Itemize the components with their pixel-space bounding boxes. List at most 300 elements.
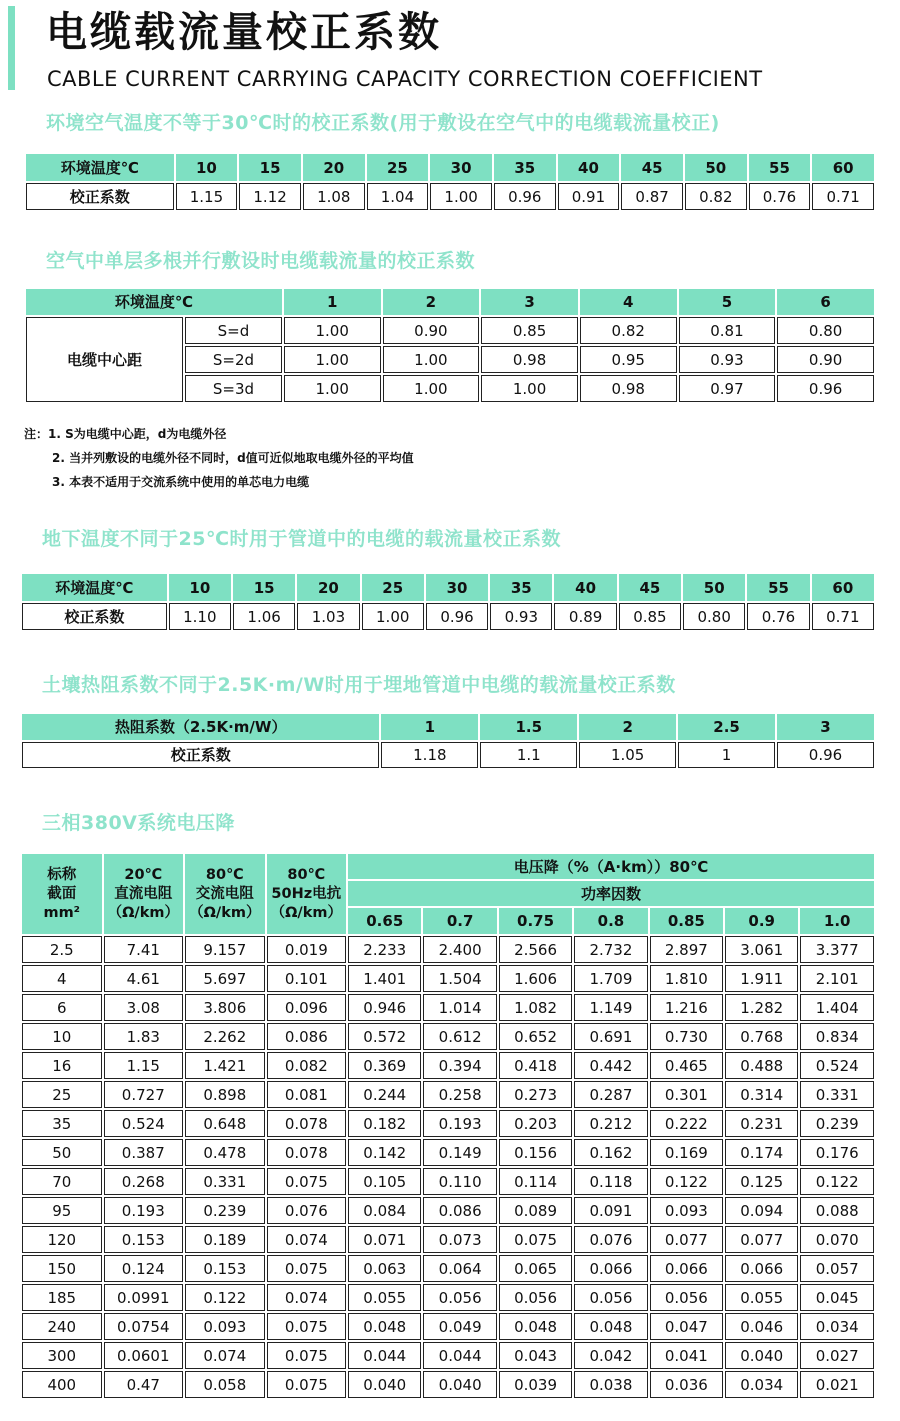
table-row <box>22 1168 874 1195</box>
value-cell: 1.00 <box>284 317 381 344</box>
value-cell: 0.268 <box>104 1168 184 1195</box>
spacing-label: S=3d <box>185 375 282 402</box>
resistivity-header-cell: 1.5 <box>480 714 577 740</box>
row-header-label: 校正系数 <box>26 183 174 210</box>
value-cell: 0.193 <box>423 1110 496 1137</box>
value-cell: 0.122 <box>800 1168 874 1195</box>
value-cell: 0.730 <box>650 1023 723 1050</box>
value-cell: 0.244 <box>348 1081 421 1108</box>
temp-header-cell: 35 <box>494 154 556 181</box>
value-cell: 0.082 <box>267 1052 347 1079</box>
note-1: 注：1. S为电缆中心距，d为电缆外径 <box>24 427 227 441</box>
value-cell: 0.169 <box>650 1139 723 1166</box>
value-cell: 0.239 <box>800 1110 874 1137</box>
value-cell: 0.98 <box>580 375 677 402</box>
value-cell: 0.314 <box>725 1081 798 1108</box>
value-cell: 0.044 <box>423 1342 496 1369</box>
table-row <box>22 742 874 768</box>
value-cell: 0.125 <box>725 1168 798 1195</box>
power-factor-cell: 0.7 <box>423 908 496 934</box>
value-cell: 1 <box>678 742 775 768</box>
voltage-drop-table <box>20 852 876 1400</box>
value-cell: 2.400 <box>423 936 496 963</box>
value-cell: 0.287 <box>574 1081 647 1108</box>
value-cell: 0.118 <box>574 1168 647 1195</box>
table-row <box>22 1226 874 1253</box>
table-row <box>22 574 874 601</box>
power-factor-cell: 1.0 <box>800 908 874 934</box>
value-cell: 0.369 <box>348 1052 421 1079</box>
value-cell: 1.03 <box>297 603 359 630</box>
table-row <box>26 289 874 315</box>
value-cell: 0.442 <box>574 1052 647 1079</box>
value-cell: 1.00 <box>383 375 480 402</box>
value-cell: 25 <box>22 1081 102 1108</box>
resistivity-header-cell: 2 <box>579 714 676 740</box>
temp-header-cell: 20 <box>297 574 359 601</box>
value-cell: 10 <box>22 1023 102 1050</box>
value-cell: 0.114 <box>499 1168 572 1195</box>
value-cell: 0.222 <box>650 1110 723 1137</box>
value-cell: 1.00 <box>284 375 381 402</box>
value-cell: 0.040 <box>348 1371 421 1398</box>
value-cell: 0.065 <box>499 1255 572 1282</box>
value-cell: 35 <box>22 1110 102 1137</box>
row-header-label: 校正系数 <box>22 742 379 768</box>
value-cell: 240 <box>22 1313 102 1340</box>
value-cell: 0.040 <box>725 1342 798 1369</box>
value-cell: 0.056 <box>499 1284 572 1311</box>
value-cell: 0.691 <box>574 1023 647 1050</box>
temp-header-cell: 10 <box>176 154 238 181</box>
value-cell: 0.90 <box>777 346 874 373</box>
value-cell: 0.040 <box>423 1371 496 1398</box>
value-cell: 0.162 <box>574 1139 647 1166</box>
resistivity-header-cell: 3 <box>777 714 874 740</box>
value-cell: 1.15 <box>176 183 238 210</box>
value-cell: 0.110 <box>423 1168 496 1195</box>
temp-header-cell: 55 <box>747 574 809 601</box>
value-cell: 2.262 <box>185 1023 265 1050</box>
value-cell: 0.76 <box>747 603 809 630</box>
value-cell: 0.239 <box>185 1197 265 1224</box>
value-cell: 95 <box>22 1197 102 1224</box>
temp-header-cell: 60 <box>812 154 874 181</box>
temp-header-cell: 30 <box>426 574 488 601</box>
value-cell: 0.081 <box>267 1081 347 1108</box>
value-cell: 0.074 <box>267 1226 347 1253</box>
temp-header-cell: 25 <box>367 154 429 181</box>
value-cell: 7.41 <box>104 936 184 963</box>
value-cell: 0.89 <box>554 603 616 630</box>
value-cell: 0.073 <box>423 1226 496 1253</box>
value-cell: 0.727 <box>104 1081 184 1108</box>
row-header-label: 环境温度℃ <box>22 574 167 601</box>
table-row <box>22 1139 874 1166</box>
value-cell: 0.273 <box>499 1081 572 1108</box>
value-cell: 1.15 <box>104 1052 184 1079</box>
value-cell: 0.089 <box>499 1197 572 1224</box>
value-cell: 1.401 <box>348 965 421 992</box>
parallel-cables-correction-table <box>24 287 876 404</box>
value-cell: 1.911 <box>725 965 798 992</box>
value-cell: 0.093 <box>185 1313 265 1340</box>
value-cell: 2.897 <box>650 936 723 963</box>
value-cell: 0.075 <box>499 1226 572 1253</box>
count-header-cell: 3 <box>481 289 578 315</box>
value-cell: 0.078 <box>267 1139 347 1166</box>
table-row <box>22 1197 874 1224</box>
value-cell: 300 <box>22 1342 102 1369</box>
resistivity-header-cell: 2.5 <box>678 714 775 740</box>
column-header: 标称 截面 mm² <box>22 854 102 934</box>
value-cell: 0.066 <box>725 1255 798 1282</box>
value-cell: 0.093 <box>650 1197 723 1224</box>
page-subtitle: CABLE CURRENT CARRYING CAPACITY CORRECTION COEFFICIENT <box>47 67 763 91</box>
value-cell: 0.93 <box>490 603 552 630</box>
value-cell: 0.193 <box>104 1197 184 1224</box>
value-cell: 0.038 <box>574 1371 647 1398</box>
value-cell: 0.524 <box>800 1052 874 1079</box>
value-cell: 0.086 <box>423 1197 496 1224</box>
value-cell: 0.075 <box>267 1255 347 1282</box>
value-cell: 1.08 <box>303 183 365 210</box>
table-row <box>22 936 874 963</box>
value-cell: 0.049 <box>423 1313 496 1340</box>
value-cell: 0.064 <box>423 1255 496 1282</box>
value-cell: 0.156 <box>499 1139 572 1166</box>
accent-bar <box>8 6 15 90</box>
power-factor-cell: 0.85 <box>650 908 723 934</box>
table-row <box>22 1081 874 1108</box>
value-cell: 0.063 <box>348 1255 421 1282</box>
value-cell: 0.075 <box>267 1313 347 1340</box>
table-row <box>26 183 874 210</box>
temp-header-cell: 50 <box>685 154 747 181</box>
value-cell: 0.142 <box>348 1139 421 1166</box>
value-cell: 0.0754 <box>104 1313 184 1340</box>
value-cell: 0.898 <box>185 1081 265 1108</box>
value-cell: 0.076 <box>267 1197 347 1224</box>
row-header-label: 校正系数 <box>22 603 167 630</box>
value-cell: 0.019 <box>267 936 347 963</box>
value-cell: 0.056 <box>650 1284 723 1311</box>
section-title-parallel-cables: 空气中单层多根并行敷设时电缆载流量的校正系数 <box>46 250 476 272</box>
value-cell: 0.034 <box>725 1371 798 1398</box>
table-row <box>22 854 874 879</box>
value-cell: 1.606 <box>499 965 572 992</box>
temp-header-cell: 55 <box>749 154 811 181</box>
value-cell: 1.421 <box>185 1052 265 1079</box>
value-cell: 185 <box>22 1284 102 1311</box>
value-cell: 0.387 <box>104 1139 184 1166</box>
value-cell: 0.046 <box>725 1313 798 1340</box>
table-row <box>22 1110 874 1137</box>
value-cell: 0.96 <box>777 742 874 768</box>
table-row <box>22 603 874 630</box>
value-cell: 0.946 <box>348 994 421 1021</box>
value-cell: 1.00 <box>430 183 492 210</box>
value-cell: 0.044 <box>348 1342 421 1369</box>
value-cell: 0.066 <box>574 1255 647 1282</box>
value-cell: 0.97 <box>679 375 776 402</box>
value-cell: 0.85 <box>481 317 578 344</box>
table-row <box>22 714 874 740</box>
value-cell: 1.04 <box>367 183 429 210</box>
value-cell: 0.418 <box>499 1052 572 1079</box>
value-cell: 0.768 <box>725 1023 798 1050</box>
value-cell: 0.488 <box>725 1052 798 1079</box>
value-cell: 0.124 <box>104 1255 184 1282</box>
row-group-label: 电缆中心距 <box>26 317 183 402</box>
row-header-label: 热阻系数（2.5K·m/W） <box>22 714 379 740</box>
section-title-voltage-drop: 三相380V系统电压降 <box>42 812 235 834</box>
resistivity-header-cell: 1 <box>381 714 478 740</box>
value-cell: 0.96 <box>494 183 556 210</box>
value-cell: 4 <box>22 965 102 992</box>
table-row <box>22 994 874 1021</box>
value-cell: 1.810 <box>650 965 723 992</box>
table-row <box>22 1371 874 1398</box>
value-cell: 0.331 <box>185 1168 265 1195</box>
value-cell: 0.0991 <box>104 1284 184 1311</box>
temp-header-cell: 45 <box>621 154 683 181</box>
value-cell: 0.041 <box>650 1342 723 1369</box>
value-cell: 0.076 <box>574 1226 647 1253</box>
value-cell: 2.732 <box>574 936 647 963</box>
value-cell: 0.045 <box>800 1284 874 1311</box>
value-cell: 0.648 <box>185 1110 265 1137</box>
row-header-label: 环境温度℃ <box>26 289 282 315</box>
value-cell: 0.058 <box>185 1371 265 1398</box>
value-cell: 1.83 <box>104 1023 184 1050</box>
value-cell: 0.039 <box>499 1371 572 1398</box>
value-cell: 1.014 <box>423 994 496 1021</box>
temp-header-cell: 25 <box>362 574 424 601</box>
value-cell: 0.075 <box>267 1342 347 1369</box>
note-3: 3. 本表不适用于交流系统中使用的单芯电力电缆 <box>52 475 310 489</box>
value-cell: 0.331 <box>800 1081 874 1108</box>
value-cell: 0.075 <box>267 1168 347 1195</box>
value-cell: 3.061 <box>725 936 798 963</box>
air-temp-correction-table <box>24 152 876 212</box>
soil-resistivity-correction-table <box>20 712 876 770</box>
value-cell: 1.216 <box>650 994 723 1021</box>
value-cell: 0.301 <box>650 1081 723 1108</box>
section-title-ground-temp: 地下温度不同于25℃时用于管道中的电缆的载流量校正系数 <box>42 528 561 550</box>
value-cell: 0.153 <box>104 1226 184 1253</box>
temp-header-cell: 40 <box>558 154 620 181</box>
value-cell: 16 <box>22 1052 102 1079</box>
table-row <box>26 154 874 181</box>
column-header: 20℃ 直流电阻 （Ω/km） <box>104 854 184 934</box>
ground-temp-correction-table <box>20 572 876 632</box>
value-cell: 1.05 <box>579 742 676 768</box>
value-cell: 0.088 <box>800 1197 874 1224</box>
value-cell: 50 <box>22 1139 102 1166</box>
temp-header-cell: 35 <box>490 574 552 601</box>
value-cell: 1.404 <box>800 994 874 1021</box>
value-cell: 1.00 <box>481 375 578 402</box>
table-row <box>22 1023 874 1050</box>
value-cell: 0.074 <box>185 1342 265 1369</box>
value-cell: 0.71 <box>812 603 874 630</box>
value-cell: 2.101 <box>800 965 874 992</box>
value-cell: 0.258 <box>423 1081 496 1108</box>
column-header: 80℃ 50Hz电抗 （Ω/km） <box>267 854 347 934</box>
value-cell: 0.82 <box>580 317 677 344</box>
power-factor-cell: 0.75 <box>499 908 572 934</box>
value-cell: 1.10 <box>169 603 231 630</box>
value-cell: 1.082 <box>499 994 572 1021</box>
value-cell: 0.231 <box>725 1110 798 1137</box>
value-cell: 0.066 <box>650 1255 723 1282</box>
value-cell: 9.157 <box>185 936 265 963</box>
spacing-label: S=2d <box>185 346 282 373</box>
count-header-cell: 1 <box>284 289 381 315</box>
value-cell: 0.034 <box>800 1313 874 1340</box>
value-cell: 3.806 <box>185 994 265 1021</box>
value-cell: 0.212 <box>574 1110 647 1137</box>
value-cell: 1.00 <box>362 603 424 630</box>
value-cell: 0.101 <box>267 965 347 992</box>
value-cell: 0.90 <box>383 317 480 344</box>
value-cell: 0.834 <box>800 1023 874 1050</box>
value-cell: 0.055 <box>348 1284 421 1311</box>
value-cell: 0.094 <box>725 1197 798 1224</box>
value-cell: 1.504 <box>423 965 496 992</box>
value-cell: 0.87 <box>621 183 683 210</box>
page-title: 电缆载流量校正系数 <box>46 8 442 56</box>
temp-header-cell: 10 <box>169 574 231 601</box>
table-row <box>22 1255 874 1282</box>
value-cell: 0.524 <box>104 1110 184 1137</box>
value-cell: 0.81 <box>679 317 776 344</box>
value-cell: 0.153 <box>185 1255 265 1282</box>
temp-header-cell: 60 <box>812 574 874 601</box>
value-cell: 5.697 <box>185 965 265 992</box>
count-header-cell: 4 <box>580 289 677 315</box>
table-row <box>26 317 874 344</box>
value-cell: 0.070 <box>800 1226 874 1253</box>
power-factor-cell: 0.9 <box>725 908 798 934</box>
value-cell: 0.027 <box>800 1342 874 1369</box>
value-cell: 0.71 <box>812 183 874 210</box>
value-cell: 0.091 <box>574 1197 647 1224</box>
value-cell: 1.149 <box>574 994 647 1021</box>
power-factor-cell: 0.8 <box>574 908 647 934</box>
table-row <box>22 965 874 992</box>
temp-header-cell: 50 <box>683 574 745 601</box>
value-cell: 0.048 <box>499 1313 572 1340</box>
value-cell: 0.122 <box>650 1168 723 1195</box>
value-cell: 70 <box>22 1168 102 1195</box>
value-cell: 0.80 <box>683 603 745 630</box>
value-cell: 0.055 <box>725 1284 798 1311</box>
value-cell: 3.08 <box>104 994 184 1021</box>
value-cell: 0.078 <box>267 1110 347 1137</box>
value-cell: 0.93 <box>679 346 776 373</box>
temp-header-cell: 45 <box>619 574 681 601</box>
value-cell: 0.98 <box>481 346 578 373</box>
value-cell: 0.096 <box>267 994 347 1021</box>
value-cell: 1.709 <box>574 965 647 992</box>
value-cell: 0.203 <box>499 1110 572 1137</box>
value-cell: 0.056 <box>574 1284 647 1311</box>
value-cell: 0.122 <box>185 1284 265 1311</box>
value-cell: 1.282 <box>725 994 798 1021</box>
table-row <box>22 1284 874 1311</box>
value-cell: 0.077 <box>725 1226 798 1253</box>
value-cell: 0.086 <box>267 1023 347 1050</box>
value-cell: 1.00 <box>284 346 381 373</box>
value-cell: 0.85 <box>619 603 681 630</box>
temp-header-cell: 40 <box>554 574 616 601</box>
value-cell: 2.5 <box>22 936 102 963</box>
value-cell: 0.96 <box>426 603 488 630</box>
value-cell: 1.12 <box>239 183 301 210</box>
notes <box>24 422 414 494</box>
power-factor-header: 功率因数 <box>348 881 874 906</box>
value-cell: 0.465 <box>650 1052 723 1079</box>
section-title-air-temp: 环境空气温度不等于30℃时的校正系数(用于敷设在空气中的电缆载流量校正) <box>46 112 720 134</box>
value-cell: 0.182 <box>348 1110 421 1137</box>
value-cell: 400 <box>22 1371 102 1398</box>
value-cell: 1.00 <box>383 346 480 373</box>
value-cell: 0.047 <box>650 1313 723 1340</box>
value-cell: 0.077 <box>650 1226 723 1253</box>
value-cell: 0.612 <box>423 1023 496 1050</box>
value-cell: 4.61 <box>104 965 184 992</box>
count-header-cell: 6 <box>777 289 874 315</box>
value-cell: 1.18 <box>381 742 478 768</box>
value-cell: 0.96 <box>777 375 874 402</box>
value-cell: 0.176 <box>800 1139 874 1166</box>
value-cell: 3.377 <box>800 936 874 963</box>
note-2: 2. 当并列敷设的电缆外径不同时，d值可近似地取电缆外径的平均值 <box>52 451 414 465</box>
value-cell: 2.233 <box>348 936 421 963</box>
value-cell: 0.074 <box>267 1284 347 1311</box>
section-title-soil-resistivity: 土壤热阻系数不同于2.5K·m/W时用于埋地管道中电缆的载流量校正系数 <box>42 674 676 696</box>
value-cell: 1.1 <box>480 742 577 768</box>
value-cell: 0.043 <box>499 1342 572 1369</box>
value-cell: 0.76 <box>749 183 811 210</box>
value-cell: 0.021 <box>800 1371 874 1398</box>
value-cell: 0.048 <box>574 1313 647 1340</box>
value-cell: 0.056 <box>423 1284 496 1311</box>
value-cell: 0.042 <box>574 1342 647 1369</box>
spacing-label: S=d <box>185 317 282 344</box>
value-cell: 0.084 <box>348 1197 421 1224</box>
value-cell: 0.048 <box>348 1313 421 1340</box>
value-cell: 6 <box>22 994 102 1021</box>
voltage-drop-header: 电压降（%（A·km））80℃ <box>348 854 874 879</box>
value-cell: 0.174 <box>725 1139 798 1166</box>
value-cell: 0.82 <box>685 183 747 210</box>
value-cell: 0.95 <box>580 346 677 373</box>
value-cell: 0.394 <box>423 1052 496 1079</box>
column-header: 80℃ 交流电阻 （Ω/km） <box>185 854 265 934</box>
value-cell: 0.149 <box>423 1139 496 1166</box>
value-cell: 150 <box>22 1255 102 1282</box>
value-cell: 120 <box>22 1226 102 1253</box>
temp-header-cell: 15 <box>233 574 295 601</box>
temp-header-cell: 15 <box>239 154 301 181</box>
table-row <box>22 1342 874 1369</box>
value-cell: 0.91 <box>558 183 620 210</box>
count-header-cell: 2 <box>383 289 480 315</box>
table-row <box>22 1052 874 1079</box>
